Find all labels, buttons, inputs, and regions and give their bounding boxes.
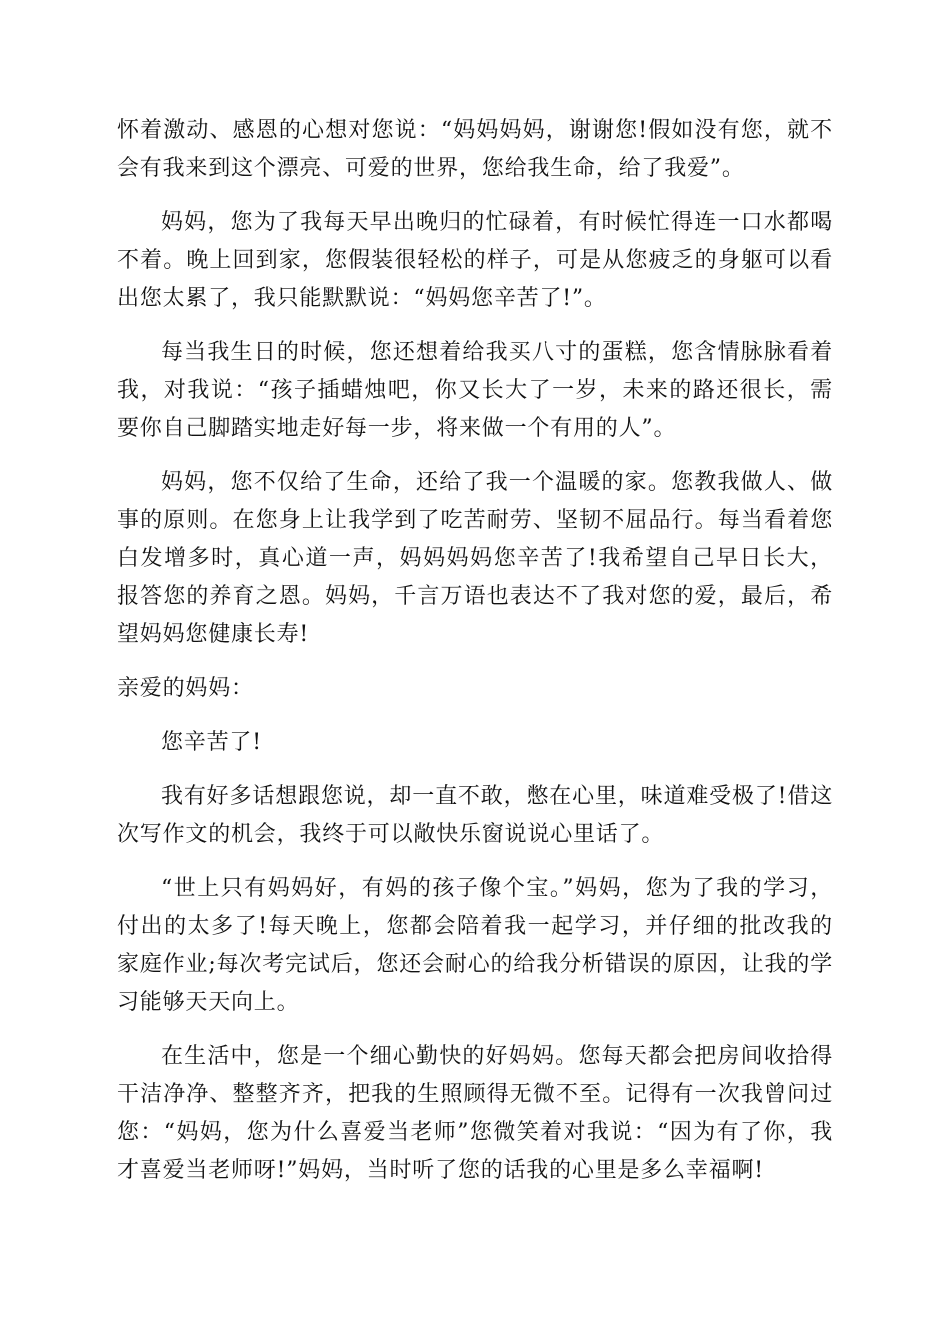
paragraph-2: 妈妈，您为了我每天早出晚归的忙碌着，有时候忙得连一口水都喝不着。晚上回到家，您假装很轻松的样子，可是从您疲乏的身躯可以看出您太累了，我只能默默说：“妈妈您辛苦了!”。 [117, 210, 833, 311]
paragraph-1: 怀着激动、感恩的心想对您说：“妈妈妈妈，谢谢您!假如没有您，就不会有我来到这个漂亮、可爱的世界，您给我生命，给了我爱”。 [117, 118, 833, 181]
letter-salutation: 亲爱的妈妈： [117, 676, 254, 701]
paragraph-7: 我有好多话想跟您说，却一直不敢，憋在心里，味道难受极了!借这次写作文的机会，我终于可以敞快乐窗说说心里话了。 [117, 784, 833, 847]
paragraph-3: 每当我生日的时候，您还想着给我买八寸的蛋糕，您含情脉脉看着我，对我说：“孩子插蜡烛吧，你又长大了一岁，未来的路还很长，需要你自己脚踏实地走好每一步，将来做一个有用的人”。 [117, 340, 833, 441]
document-body [117, 112, 833, 1206]
letter-greeting: 您辛苦了! [161, 730, 262, 755]
paragraph-8: “世上只有妈妈好，有妈的孩子像个宝。”妈妈，您为了我的学习，付出的太多了!每天晚上，您都会陪着我一起学习，并仔细的批改我的家庭作业;每次考完试后，您还会耐心的给我分析错误的原因，让我的学习能够天天向上。 [117, 876, 833, 1015]
paragraph-4: 妈妈，您不仅给了生命，还给了我一个温暖的家。您教我做人、做事的原则。在您身上让我学到了吃苦耐劳、坚韧不屈品行。每当看着您白发增多时，真心道一声，妈妈妈妈您辛苦了!我希望自己早日长大，报答您的养育之恩。妈妈，千言万语也表达不了我对您的爱，最后，希望妈妈您健康长寿! [117, 470, 833, 647]
paragraph-9: 在生活中，您是一个细心勤快的好妈妈。您每天都会把房间收拾得干洁净净、整整齐齐，把我的生照顾得无微不至。记得有一次我曾问过您：“妈妈，您为什么喜爱当老师”您微笑着对我说：“因为有了你，我才喜爱当老师呀!”妈妈，当时听了您的话我的心里是多么幸福啊! [117, 1044, 833, 1183]
